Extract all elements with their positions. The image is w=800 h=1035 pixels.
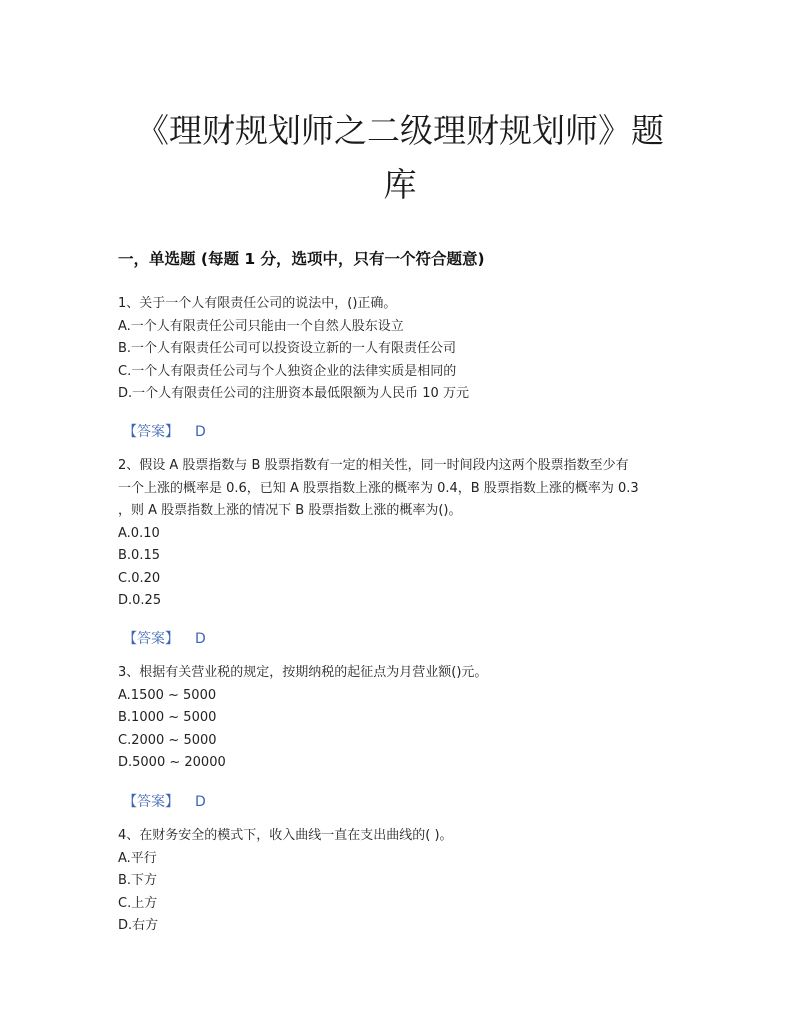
document-title bbox=[100, 104, 700, 212]
question-2 bbox=[118, 455, 688, 613]
option-d: D.右方 bbox=[118, 918, 159, 933]
stem-line: 1、关于一个人有限责任公司的说法中，()正确。 bbox=[118, 296, 397, 311]
stem-line: ，则 A 股票指数上涨的情况下 B 股票指数上涨的概率为()。 bbox=[118, 503, 462, 518]
answer-value: D bbox=[195, 794, 206, 810]
option-d: D.一个人有限责任公司的注册资本最低限额为人民币 10 万元 bbox=[118, 386, 469, 401]
question-stem bbox=[118, 293, 688, 316]
option-b: B.一个人有限责任公司可以投资设立新的一人有限责任公司 bbox=[118, 341, 457, 356]
option-c: C.2000 ~ 5000 bbox=[118, 732, 217, 748]
option-a: A.1500 ~ 5000 bbox=[118, 687, 217, 703]
question-stem bbox=[118, 662, 688, 685]
option-b: B.0.15 bbox=[118, 548, 160, 563]
answer-label: 【答案】 bbox=[123, 424, 179, 440]
option-d: D.5000 ~ 20000 bbox=[118, 755, 226, 770]
question-stem bbox=[118, 825, 688, 848]
answer-value: D bbox=[195, 631, 206, 647]
answer-value: D bbox=[195, 424, 206, 440]
option-a: A.0.10 bbox=[118, 525, 160, 541]
option-b: B.1000 ~ 5000 bbox=[118, 710, 217, 725]
option-c: C.0.20 bbox=[118, 570, 161, 586]
question-stem bbox=[118, 455, 688, 523]
stem-line: 3、根据有关营业税的规定，按期纳税的起征点为月营业额()元。 bbox=[118, 665, 488, 680]
section-heading: 一，单选题 (每题 1 分，选项中，只有一个符合题意) bbox=[118, 250, 485, 268]
option-a: A.平行 bbox=[118, 850, 157, 866]
question-4 bbox=[118, 825, 688, 938]
question-1 bbox=[118, 293, 688, 406]
stem-line: 2、假设 A 股票指数与 B 股票指数有一定的相关性，同一时间段内这两个股票指数至少有 bbox=[118, 458, 629, 473]
option-c: C.一个人有限责任公司与个人独资企业的法律实质是相同的 bbox=[118, 363, 457, 379]
answer-label: 【答案】 bbox=[123, 631, 179, 647]
option-b: B.下方 bbox=[118, 873, 158, 888]
option-d: D.0.25 bbox=[118, 593, 162, 608]
stem-line: 4、在财务安全的模式下，收入曲线一直在支出曲线的( )。 bbox=[118, 828, 453, 843]
option-a: A.一个人有限责任公司只能由一个自然人股东设立 bbox=[118, 318, 404, 334]
answer-3 bbox=[123, 791, 206, 811]
stem-line: 一个上涨的概率是 0.6，已知 A 股票指数上涨的概率为 0.4，B 股票指数上涨的概率为 0.3 bbox=[118, 480, 639, 496]
option-c: C.上方 bbox=[118, 895, 158, 911]
answer-2 bbox=[123, 628, 206, 648]
answer-1 bbox=[123, 421, 206, 441]
question-3 bbox=[118, 662, 688, 775]
title-line-2: 库 bbox=[383, 165, 417, 204]
answer-label: 【答案】 bbox=[123, 794, 179, 810]
title-line-1: 《理财规划师之二级理财规划师》题 bbox=[136, 111, 664, 150]
